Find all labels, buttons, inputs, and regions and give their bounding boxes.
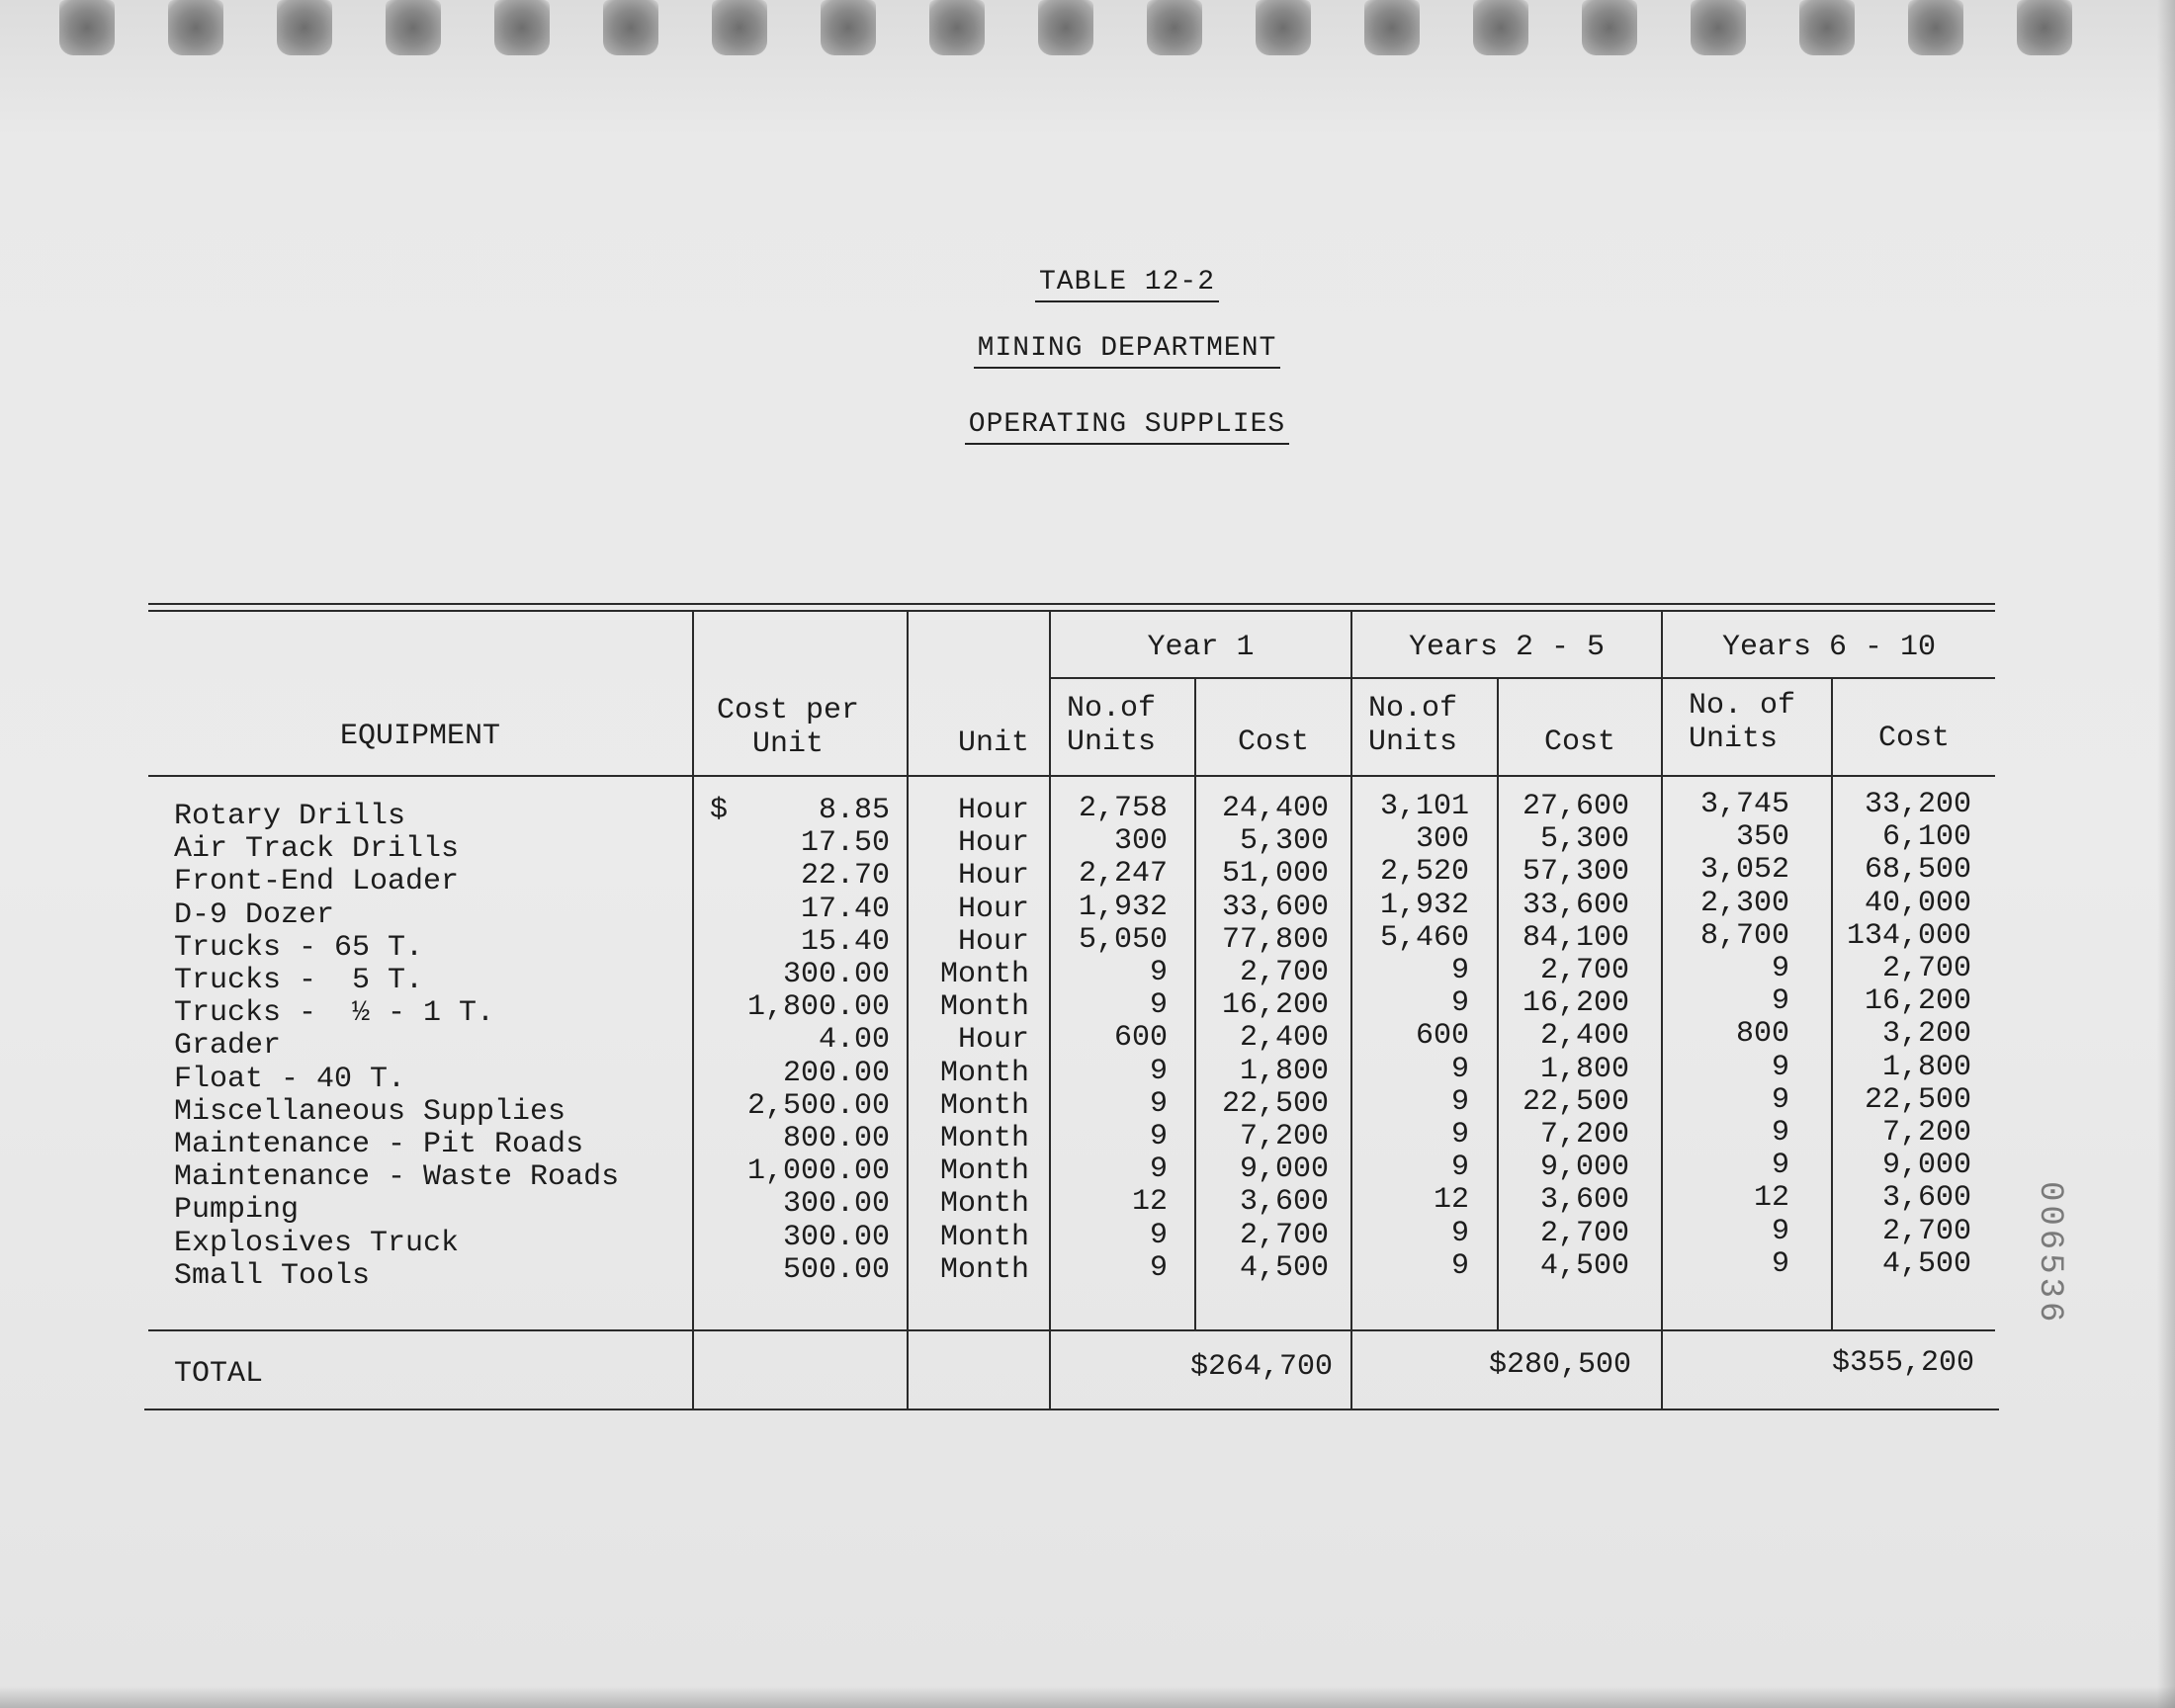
total-years6-10: $355,200 bbox=[1831, 1346, 1974, 1380]
table-cell-y1-cost: 2,700 bbox=[1239, 956, 1329, 989]
table-cell-y3-cost: 134,000 bbox=[1846, 918, 1971, 953]
table-cell-equipment: Trucks - 5 T. bbox=[174, 964, 424, 997]
table-cell-y2-cost: 57,300 bbox=[1522, 855, 1629, 890]
table-cell-y3-cost: 1,800 bbox=[1881, 1050, 1971, 1084]
header-y2-units: No.of Units bbox=[1368, 692, 1458, 759]
table-cell-cost-per-unit: 1,800.00 bbox=[746, 990, 890, 1025]
table-cell-y1-units: 12 bbox=[1131, 1185, 1168, 1220]
table-cell-y1-units: 9 bbox=[1149, 1120, 1168, 1153]
table-cell-y3-cost: 68,500 bbox=[1864, 853, 1971, 888]
table-cell-y3-cost: 2,700 bbox=[1881, 952, 1971, 985]
table-cell-y3-cost: 33,200 bbox=[1864, 788, 1971, 821]
table-cell-y1-units: 9 bbox=[1149, 956, 1168, 989]
table-cell-equipment: Air Track Drills bbox=[174, 832, 460, 867]
table-cell-y1-cost: 16,200 bbox=[1221, 988, 1329, 1023]
table-cell-y2-units: 9 bbox=[1450, 1248, 1469, 1283]
table-cell-y2-units: 300 bbox=[1415, 822, 1469, 857]
table-cell-y1-cost: 5,300 bbox=[1239, 824, 1329, 859]
table-cell-unit: Month bbox=[939, 1056, 1029, 1090]
table-cell-y1-cost: 2,700 bbox=[1239, 1218, 1329, 1252]
table-cell-unit: Hour bbox=[957, 794, 1029, 827]
table-cell-cost-per-unit: 200.00 bbox=[782, 1056, 890, 1090]
table-cell-y2-units: 9 bbox=[1450, 1151, 1469, 1185]
table-cell-y3-units: 9 bbox=[1771, 984, 1789, 1019]
total-years2-5: $280,500 bbox=[1488, 1348, 1631, 1382]
table-cell-cost-per-unit: 17.50 bbox=[800, 826, 890, 861]
header-years2-5: Years 2 - 5 bbox=[1408, 631, 1606, 664]
table-cell-y2-cost: 9,000 bbox=[1539, 1151, 1629, 1185]
table-cell-y3-units: 3,052 bbox=[1699, 853, 1789, 888]
table-cell-cost-per-unit: 300.00 bbox=[782, 1220, 890, 1254]
table-cell-y1-units: 1,932 bbox=[1078, 890, 1168, 924]
table-cell-unit: Month bbox=[939, 958, 1029, 991]
header-cost-per-unit: Cost per Unit bbox=[716, 694, 860, 761]
table-cell-unit: Hour bbox=[957, 924, 1029, 959]
table-cell-y3-units: 9 bbox=[1771, 952, 1789, 985]
table-cell-cost-per-unit: 500.00 bbox=[782, 1252, 890, 1287]
header-unit-label: Unit bbox=[957, 726, 1029, 760]
table-cell-cost-per-unit: 300.00 bbox=[782, 958, 890, 991]
table-cell-cost-per-unit: 800.00 bbox=[782, 1122, 890, 1155]
table-cell-y3-units: 8,700 bbox=[1699, 918, 1789, 953]
table-cell-cost-per-unit: 22.70 bbox=[800, 859, 890, 894]
table-cell-y1-units: 9 bbox=[1149, 1250, 1168, 1285]
table-cell-y2-cost: 2,700 bbox=[1539, 1216, 1629, 1250]
table-cell-y2-units: 1,932 bbox=[1379, 888, 1469, 922]
table-cell-y1-units: 9 bbox=[1149, 1054, 1168, 1088]
table-cell-y2-cost: 1,800 bbox=[1539, 1052, 1629, 1086]
table-cell-equipment: Float - 40 T. bbox=[174, 1062, 406, 1096]
table-top-rule bbox=[148, 603, 1995, 605]
table-cell-cost-per-unit: 2,500.00 bbox=[746, 1088, 890, 1123]
table-cell-y3-cost: 4,500 bbox=[1881, 1246, 1971, 1281]
table-cell-equipment: Maintenance - Pit Roads bbox=[174, 1128, 584, 1161]
table-cell-y1-units: 9 bbox=[1149, 988, 1168, 1023]
table-cell-y2-cost: 2,400 bbox=[1539, 1019, 1629, 1054]
table-cell-y3-units: 9 bbox=[1771, 1050, 1789, 1084]
table-cell-y1-units: 2,758 bbox=[1078, 792, 1168, 825]
table-cell-y2-cost: 84,100 bbox=[1522, 920, 1629, 955]
total-separator-rule bbox=[148, 1329, 1995, 1331]
table-cell-y1-units: 300 bbox=[1113, 824, 1168, 859]
header-equipment: EQUIPMENT bbox=[339, 720, 501, 753]
table-cell-unit: Hour bbox=[957, 859, 1029, 894]
document-stamp-number: 006536 bbox=[2031, 1181, 2068, 1326]
table-cell-cost-per-unit: 17.40 bbox=[800, 892, 890, 926]
table-cell-y1-units: 2,247 bbox=[1078, 857, 1168, 892]
table-cell-cost-per-unit: 1,000.00 bbox=[746, 1154, 890, 1189]
table-cell-y2-cost: 4,500 bbox=[1539, 1248, 1629, 1283]
table-cell-unit: Month bbox=[939, 1154, 1029, 1189]
table-cell-y2-units: 2,520 bbox=[1379, 855, 1469, 890]
table-cell-unit: Month bbox=[939, 1122, 1029, 1155]
table-cell-unit: Hour bbox=[957, 892, 1029, 926]
table-cell-y2-units: 12 bbox=[1433, 1183, 1469, 1218]
table-cell-y3-units: 350 bbox=[1735, 820, 1789, 855]
header-y1-units: No.of Units bbox=[1067, 692, 1157, 759]
table-bottom-rule bbox=[144, 1409, 1999, 1410]
header-y3-units: No. of Units bbox=[1689, 689, 1796, 756]
table-cell-cost-per-unit: 4.00 bbox=[818, 1023, 890, 1058]
header-years6-10: Years 6 - 10 bbox=[1721, 631, 1937, 664]
table-cell-unit: Hour bbox=[957, 826, 1029, 861]
table-cell-equipment: Trucks - ½ - 1 T. bbox=[174, 996, 495, 1031]
table-cell-y1-cost: 2,400 bbox=[1239, 1021, 1329, 1056]
table-cell-unit: Hour bbox=[957, 1023, 1029, 1058]
table-cell-y2-units: 9 bbox=[1450, 1084, 1469, 1119]
table-cell-y2-units: 9 bbox=[1450, 1216, 1469, 1250]
table-cell-y1-units: 9 bbox=[1149, 1218, 1168, 1252]
table-cell-equipment: Miscellaneous Supplies bbox=[174, 1094, 566, 1129]
table-cell-y2-units: 3,101 bbox=[1379, 790, 1469, 823]
table-cell-y1-units: 9 bbox=[1149, 1153, 1168, 1187]
table-cell-y2-cost: 27,600 bbox=[1522, 790, 1629, 823]
table-cell-y2-units: 600 bbox=[1415, 1019, 1469, 1054]
header-unit bbox=[909, 726, 1049, 760]
table-cell-y3-units: 9 bbox=[1771, 1214, 1789, 1248]
table-cell-y1-cost: 24,400 bbox=[1221, 792, 1329, 825]
table-number: TABLE 12-2 bbox=[1035, 267, 1219, 302]
table-cell-y3-units: 9 bbox=[1771, 1246, 1789, 1281]
table-cell-unit: Month bbox=[939, 1088, 1029, 1123]
table-cell-y3-units: 9 bbox=[1771, 1082, 1789, 1117]
table-cell-cost-per-unit: 300.00 bbox=[782, 1187, 890, 1222]
currency-symbol: $ bbox=[710, 794, 729, 827]
table-cell-equipment: Small Tools bbox=[174, 1258, 371, 1293]
table-cell-y2-cost: 16,200 bbox=[1522, 986, 1629, 1021]
header-bottom-rule bbox=[148, 775, 1995, 777]
table-cell-y2-units: 5,460 bbox=[1379, 920, 1469, 955]
table-cell-unit: Month bbox=[939, 1187, 1029, 1222]
table-cell-y2-cost: 33,600 bbox=[1522, 888, 1629, 922]
table-cell-equipment: Rotary Drills bbox=[174, 800, 406, 833]
table-cell-y2-units: 9 bbox=[1450, 1118, 1469, 1152]
table-cell-y3-cost: 7,200 bbox=[1881, 1116, 1971, 1150]
header-y3-cost: Cost bbox=[1877, 722, 1950, 755]
table-cell-cost-per-unit: 15.40 bbox=[800, 924, 890, 959]
table-cell-y3-units: 800 bbox=[1735, 1017, 1789, 1052]
table-cell-y1-units: 600 bbox=[1113, 1021, 1168, 1056]
table-cell-cost-per-unit: 8.85 bbox=[818, 794, 890, 827]
table-cell-unit: Month bbox=[939, 1252, 1029, 1287]
table-cell-y3-cost: 40,000 bbox=[1864, 886, 1971, 920]
table-cell-y2-cost: 7,200 bbox=[1539, 1118, 1629, 1152]
total-label: TOTAL bbox=[174, 1357, 264, 1391]
table-cell-y2-cost: 2,700 bbox=[1539, 954, 1629, 987]
table-cell-y3-units: 9 bbox=[1771, 1149, 1789, 1183]
table-cell-y2-units: 9 bbox=[1450, 986, 1469, 1021]
table-cell-equipment: Grader bbox=[174, 1029, 282, 1064]
table-cell-y3-cost: 6,100 bbox=[1881, 820, 1971, 855]
table-cell-y3-units: 2,300 bbox=[1699, 886, 1789, 920]
table-cell-y1-cost: 22,500 bbox=[1221, 1086, 1329, 1121]
table-cell-y1-cost: 4,500 bbox=[1239, 1250, 1329, 1285]
table-cell-y1-cost: 3,600 bbox=[1239, 1185, 1329, 1220]
table-cell-equipment: Trucks - 65 T. bbox=[174, 930, 424, 965]
table-cell-y2-units: 9 bbox=[1450, 954, 1469, 987]
table-cell-equipment: Maintenance - Waste Roads bbox=[174, 1160, 620, 1195]
table-cell-y1-cost: 33,600 bbox=[1221, 890, 1329, 924]
group-header-rule bbox=[1050, 677, 1995, 679]
table-cell-y3-units: 12 bbox=[1753, 1181, 1789, 1216]
table-cell-unit: Month bbox=[939, 1220, 1029, 1254]
table-cell-y3-units: 3,745 bbox=[1699, 788, 1789, 821]
header-y1-cost: Cost bbox=[1237, 726, 1309, 759]
table-cell-equipment: Pumping bbox=[174, 1193, 300, 1228]
total-year1: $264,700 bbox=[1189, 1350, 1333, 1384]
table-cell-y3-cost: 2,700 bbox=[1881, 1214, 1971, 1248]
table-cell-y3-cost: 9,000 bbox=[1881, 1149, 1971, 1183]
table-cell-equipment: D-9 Dozer bbox=[174, 897, 335, 932]
header-y2-cost: Cost bbox=[1543, 726, 1615, 759]
header-year1: Year 1 bbox=[1147, 631, 1255, 664]
table-cell-y1-cost: 77,800 bbox=[1221, 922, 1329, 957]
table-cell-y3-cost: 16,200 bbox=[1864, 984, 1971, 1019]
table-cell-y1-cost: 51,000 bbox=[1221, 857, 1329, 892]
table-top-rule-2 bbox=[148, 610, 1995, 612]
table-cell-equipment: Front-End Loader bbox=[174, 865, 460, 899]
table-cell-y2-units: 9 bbox=[1450, 1052, 1469, 1086]
table-cell-y2-cost: 3,600 bbox=[1539, 1183, 1629, 1218]
table-cell-equipment: Explosives Truck bbox=[174, 1226, 460, 1260]
table-cell-y2-cost: 22,500 bbox=[1522, 1084, 1629, 1119]
table-cell-y3-cost: 3,200 bbox=[1881, 1017, 1971, 1052]
table-cell-y1-units: 5,050 bbox=[1078, 922, 1168, 957]
table-cell-y3-cost: 22,500 bbox=[1864, 1082, 1971, 1117]
table-cell-y1-cost: 9,000 bbox=[1239, 1153, 1329, 1187]
table-cell-y2-cost: 5,300 bbox=[1539, 822, 1629, 857]
subject-title: OPERATING SUPPLIES bbox=[965, 409, 1289, 445]
table-cell-y1-cost: 1,800 bbox=[1239, 1054, 1329, 1088]
table-cell-y3-units: 9 bbox=[1771, 1116, 1789, 1150]
table-cell-y1-cost: 7,200 bbox=[1239, 1120, 1329, 1153]
department-title: MINING DEPARTMENT bbox=[974, 333, 1281, 369]
table-cell-y3-cost: 3,600 bbox=[1881, 1181, 1971, 1216]
table-cell-y1-units: 9 bbox=[1149, 1086, 1168, 1121]
table-cell-unit: Month bbox=[939, 990, 1029, 1025]
